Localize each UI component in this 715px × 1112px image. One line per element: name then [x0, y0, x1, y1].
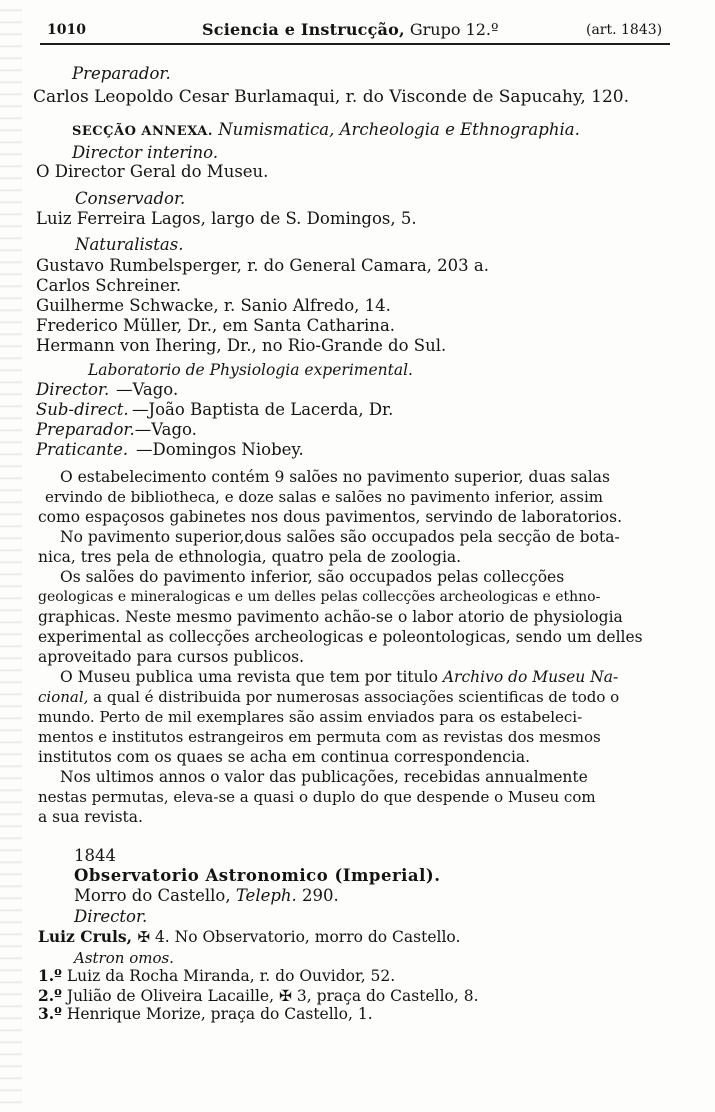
lab-role: Director. [36, 380, 110, 399]
paragraph-line: O estabelecimento contém 9 salões no pavimento superior, duas salas [60, 468, 610, 486]
naturalista-item: Hermann von Ihering, Dr., no Rio-Grande do Sul. [36, 336, 447, 355]
paragraph-line [38, 687, 670, 707]
paragraph-line [60, 667, 670, 687]
astronomo-text: Henrique Morize, praça do Castello, 1. [61, 1005, 373, 1023]
paragraph-line: experimental as collecções archeologicas e poleontologicas, sendo um delles [38, 628, 643, 646]
astronomo-number: 1.º [38, 966, 62, 985]
lab-role: Praticante. [36, 440, 129, 459]
observatorio-director [0, 927, 715, 947]
paragraph-line: mundo. Perto de mil exemplares são assim enviados para os estabeleci- [38, 708, 583, 726]
paragraph-line: Nos ultimos annos o valor das publicações, recebidas annualmente [60, 768, 588, 786]
paragraph-line: No pavimento superior,dous salões são occupados pela secção de bota- [60, 528, 620, 546]
paragraph-line: a sua revista. [38, 808, 143, 826]
paragraph-line: nica, tres pela de ethnologia, quatro pela de zoologia. [38, 548, 462, 566]
naturalista-item: Guilherme Schwacke, r. Sanio Alfredo, 14. [36, 296, 391, 315]
astronomo-text: Luiz da Rocha Miranda, r. do Ouvidor, 52. [61, 967, 396, 985]
astronomo-item [0, 1004, 715, 1024]
paragraph-line: mentos e institutos estrangeiros em permuta com as revistas dos mesmos [38, 728, 601, 746]
paragraph-line: ervindo de bibliotheca, e doze salas e salões no pavimento inferior, assim [45, 488, 603, 506]
observatorio-director-label: Director. [74, 907, 148, 926]
lab-role-row [0, 400, 715, 420]
annex-label: SECÇÃO ANNEXA. [72, 124, 213, 139]
naturalista-item: Frederico Müller, Dr., em Santa Catharina. [36, 316, 396, 335]
header-rule [40, 43, 670, 45]
header-article: (art. 1843) [586, 22, 663, 38]
paragraph-text: O Museu publica uma revista que tem por titulo [60, 668, 443, 686]
entry-number: 1844 [74, 846, 116, 865]
director-details: 4. No Observatorio, morro do Castello. [150, 928, 461, 946]
lab-role-value: —Vago. [116, 380, 179, 399]
paragraph-line: como espaçosos gabinetes nos dous pavimentos, servindo de laboratorios. [38, 508, 623, 526]
conservador-label: Conservador. [75, 189, 186, 208]
paragraph-line: aproveitado para cursos publicos. [38, 648, 305, 666]
lab-role: Preparador. [36, 420, 135, 439]
header-group: Grupo 12.º [409, 20, 499, 39]
annex-heading [0, 120, 715, 142]
conservador-value: Luiz Ferreira Lagos, largo de S. Domingos, 5. [36, 209, 417, 228]
preparador-line: Carlos Leopoldo Cesar Burlamaqui, r. do Visconde de Sapucahy, 120. [33, 87, 630, 107]
paragraph-line: geologicas e mineralogicas e um delles pelas collecções archeologicas e ethno- [38, 589, 601, 605]
preparador-label: Preparador. [72, 64, 171, 83]
teleph-label: Teleph. [235, 886, 297, 905]
naturalista-item: Carlos Schreiner. [36, 276, 182, 295]
lab-role-row [0, 380, 715, 400]
lab-role-value: —Vago. [134, 420, 197, 439]
annex-title: Numismatica, Archeologia e Ethnographia. [218, 120, 580, 139]
director-interino-label: Director interino. [72, 143, 219, 162]
paragraph-line: Os salões do pavimento inferior, são occupados pelas collecções [60, 568, 565, 586]
observatorio-address [0, 886, 715, 906]
page-number: 1010 [47, 22, 86, 38]
lab-role-value: —João Baptista de Lacerda, Dr. [132, 400, 394, 419]
director-interino-value: O Director Geral do Museu. [36, 162, 269, 181]
lab-role-row [0, 420, 715, 440]
journal-title-cont: cional, [38, 688, 89, 706]
astronomo-item [0, 966, 715, 986]
running-header [202, 20, 499, 39]
teleph-number: 290. [296, 886, 339, 905]
director-name: Luiz Cruls, [38, 927, 138, 946]
naturalistas-label: Naturalistas. [75, 235, 184, 254]
lab-role-value: —Domingos Niobey. [136, 440, 304, 459]
astronomo-number: 3.º [38, 1004, 62, 1023]
lab-role: Sub-direct. [36, 400, 129, 419]
paragraph-text: a qual é distribuida por numerosas associações scientificas de todo o [88, 688, 620, 706]
paragraph-line: nestas permutas, eleva-se a quasi o duplo do que despende o Museu com [38, 788, 596, 806]
paragraph-line: graphicas. Neste mesmo pavimento achão-se o labor atorio de physiologia [38, 608, 623, 626]
observatorio-title: Observatorio Astronomico (Imperial). [74, 866, 441, 885]
lab-role-row [0, 440, 715, 460]
naturalista-item: Gustavo Rumbelsperger, r. do General Camara, 203 a. [36, 256, 489, 275]
astronomo-text: Julião de Oliveira Lacaille, ✠ 3, praça do Castello, 8. [61, 987, 479, 1005]
astronomo-number: 2.º [38, 986, 62, 1005]
header-title: Sciencia e Instrucção, [202, 20, 405, 39]
journal-title: Archivo do Museu Na- [442, 668, 619, 686]
order-cross-icon: ✠ [137, 928, 151, 946]
astronomo-item [0, 986, 715, 1006]
address-text: Morro do Castello, [74, 886, 236, 905]
astronomos-label: Astron omos. [74, 949, 174, 967]
lab-title: Laboratorio de Physiologia experimental. [88, 361, 413, 379]
paragraph-line: institutos com os quaes se acha em continua correspondencia. [38, 748, 531, 766]
